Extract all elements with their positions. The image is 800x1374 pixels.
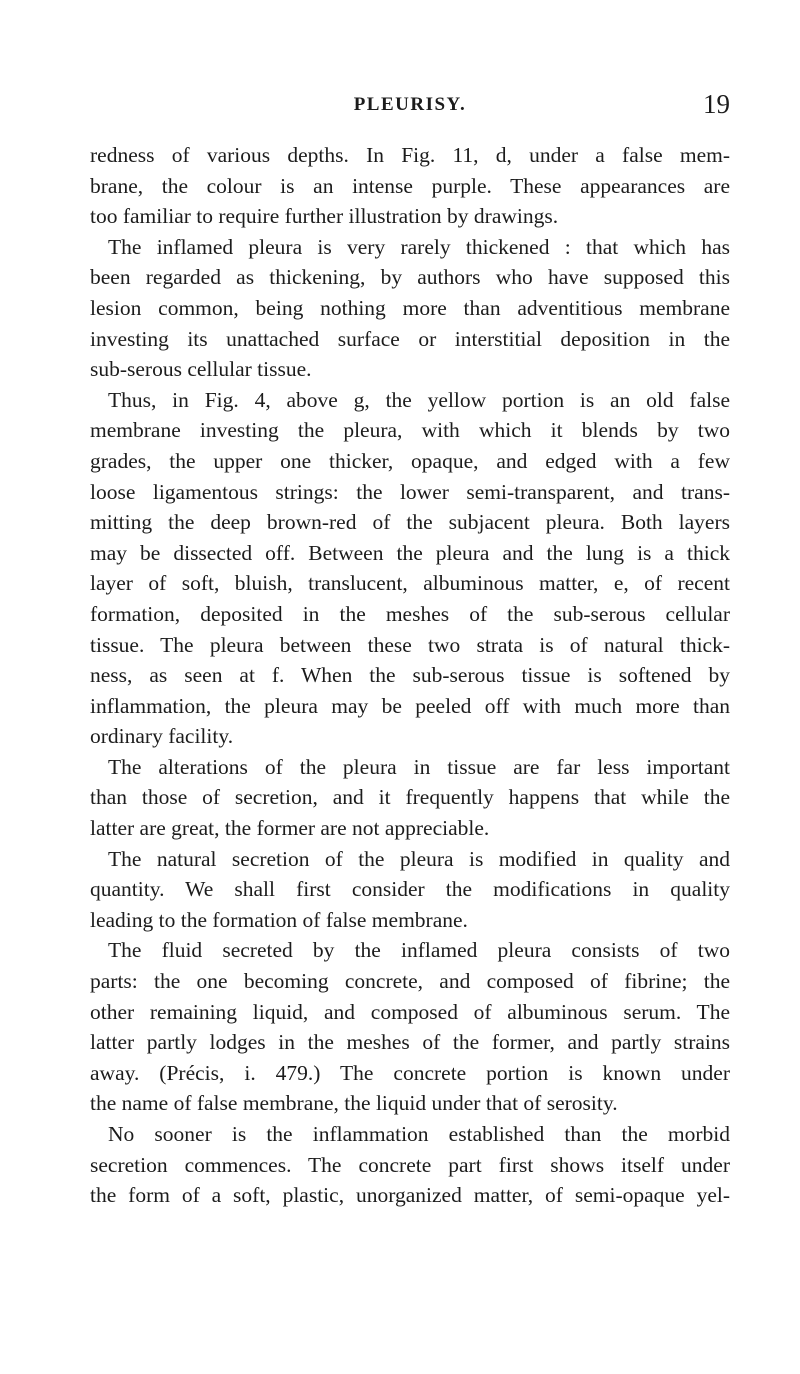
body-text — [90, 140, 730, 1211]
text-line: redness of various depths. In Fig. 11, d, under a false mem- — [90, 143, 730, 167]
text-line: The natural secretion of the pleura is modified in quality and — [108, 846, 730, 871]
running-title: PLEURISY. — [353, 94, 467, 115]
text-line: formation, deposited in the meshes of the sub-serous cellular — [90, 601, 730, 626]
text-line: loose ligamentous strings: the lower semi-transparent, and trans- — [90, 479, 730, 504]
text-line: brane, the colour is an intense purple. These appearances are — [90, 173, 730, 198]
text-line: sub-serous cellular tissue. — [90, 357, 312, 382]
running-head — [90, 89, 730, 122]
text-line: leading to the formation of false membrane. — [90, 907, 468, 932]
text-line: The inflamed pleura is very rarely thickened : that which has — [108, 234, 730, 259]
text-line: ordinary facility. — [90, 724, 234, 749]
text-line: mitting the deep brown-red of the subjacent pleura. Both layers — [90, 510, 730, 535]
text-line: secretion commences. The concrete part first shows itself under — [90, 1152, 730, 1177]
text-line: away. (Précis, i. 479.) The concrete portion is known under — [90, 1060, 730, 1085]
text-line: lesion common, being nothing more than adventitious membrane — [90, 295, 730, 320]
text-line: parts: the one becoming concrete, and composed of fibrine; the — [90, 969, 730, 994]
text-line: grades, the upper one thicker, opaque, and edged with a few — [90, 448, 730, 473]
text-line: The fluid secreted by the inflamed pleura consists of two — [108, 938, 730, 963]
text-line: The alterations of the pleura in tissue are far less important — [108, 754, 730, 779]
text-line: quantity. We shall first consider the modifications in quality — [90, 877, 730, 902]
text-line: investing its unattached surface or interstitial deposition in the — [90, 326, 730, 351]
text-line: latter are great, the former are not appreciable. — [90, 816, 490, 841]
text-line: membrane investing the pleura, with which it blends by two — [90, 418, 730, 443]
text-line: than those of secretion, and it frequently happens that while the — [90, 785, 730, 810]
text-line: tissue. The pleura between these two strata is of natural thick- — [90, 632, 730, 657]
text-line: Thus, in Fig. 4, above g, the yellow portion is an old false — [108, 387, 730, 412]
text-line: ness, as seen at f. When the sub-serous tissue is softened by — [90, 663, 730, 688]
text-line: too familiar to require further illustration by drawings. — [90, 204, 559, 229]
text-line: latter partly lodges in the meshes of the former, and partly strains — [90, 1030, 730, 1055]
text-line: layer of soft, bluish, translucent, albuminous matter, e, of recent — [90, 571, 730, 596]
text-line: been regarded as thickening, by authors who have supposed this — [90, 265, 730, 290]
text-line: No sooner is the inflammation established than the morbid — [108, 1122, 730, 1146]
text-line: the form of a soft, plastic, unorganized matter, of semi-opaque yel- — [90, 1183, 730, 1208]
text-line: the name of false membrane, the liquid under that of serosity. — [90, 1091, 618, 1116]
text-line: may be dissected off. Between the pleura and the lung is a thick — [90, 540, 730, 565]
page-number: 19 — [703, 89, 730, 119]
text-line: inflammation, the pleura may be peeled off with much more than — [90, 693, 730, 718]
text-line: other remaining liquid, and composed of albuminous serum. The — [90, 999, 730, 1024]
